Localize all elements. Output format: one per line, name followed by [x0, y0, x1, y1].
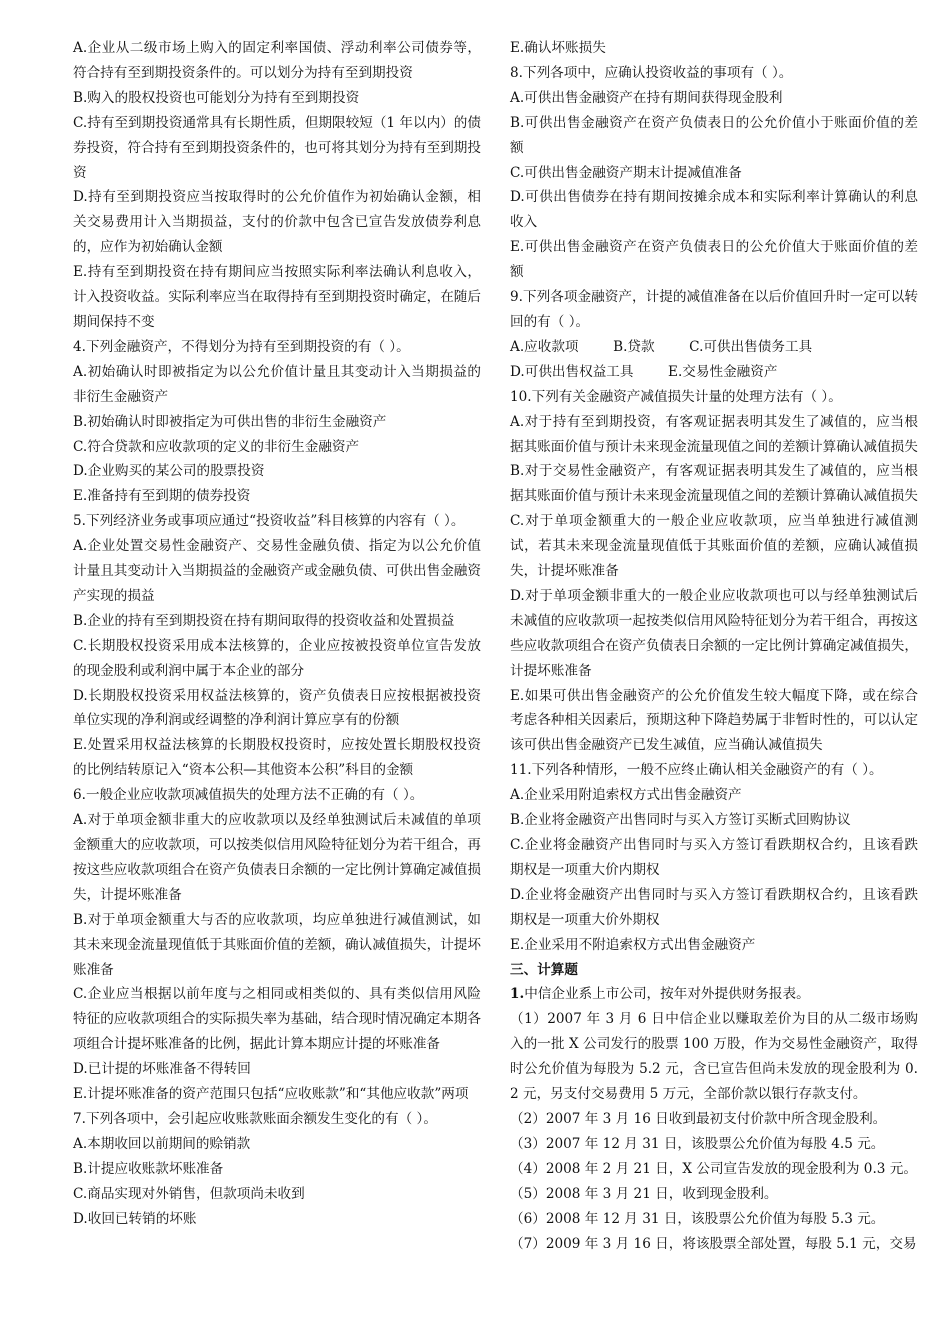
- paragraph: （7）2009 年 3 月 16 日，将该股票全部处置，每股 5.1 元，交易: [510, 1235, 917, 1252]
- question-9-options-row-1: A.应收款项 B.贷款 C.可供出售债务工具: [510, 338, 813, 355]
- paragraph: C.企业应当根据以前年度与之相同或相类似的、具有类似信用风险特征的应收款项组合的实际损失率为基础，结合现时情况确定本期各项组合计提坏账准备的比例，据此计算本期应计提的坏账准备: [73, 986, 481, 1053]
- paragraph: C.可供出售金融资产期末计提减值准备: [510, 164, 742, 181]
- paragraph: D.企业将金融资产出售同时与买入方签订看跌期权合约，且该看跌期权是一项重大价外期权: [510, 886, 918, 928]
- paragraph: A.可供出售金融资产在持有期间获得现金股利: [510, 89, 783, 106]
- paragraph: D.企业购买的某公司的股票投资: [73, 463, 265, 480]
- question-9-options-row-2: D.可供出售权益工具 E.交易性金融资产: [510, 363, 778, 380]
- paragraph: （1）2007 年 3 月 6 日中信企业以赚取差价为目的从二级市场购入的一批 X 公司发行的股票 100 万股，作为交易性金融资产，取得时公允价值为每股为 5.2 元，含已宣告但尚未发放的现金股利为 0.2 元，另支付交易费用 5 万元，全部价款以银行存款支付。: [510, 1011, 918, 1103]
- paragraph: E.企业采用不附追索权方式出售金融资产: [510, 936, 756, 953]
- left-column: [73, 36, 481, 1232]
- paragraph: B.企业将金融资产出售同时与买入方签订买断式回购协议: [510, 812, 851, 829]
- paragraph: C.符合贷款和应收款项的定义的非衍生金融资产: [73, 438, 360, 455]
- paragraph: A.初始确认时即被指定为以公允价值计量且其变动计入当期损益的非衍生金融资产: [73, 363, 481, 405]
- paragraph: A.企业从二级市场上购入的固定利率国债、浮动利率公司债券等，符合持有至到期投资条件的。可以划分为持有至到期投资: [73, 40, 481, 81]
- paragraph: （6）2008 年 12 月 31 日，该股票公允价值为每股 5.3 元。: [510, 1210, 885, 1227]
- paragraph: C.商品实现对外销售，但款项尚未收到: [73, 1185, 305, 1202]
- paragraph: B.可供出售金融资产在资产负债表日的公允价值小于账面价值的差额: [510, 114, 918, 156]
- paragraph: B.对于单项金额重大与否的应收款项，均应单独进行减值测试，如其未来现金流量现值低于其账面价值的差额，确认减值损失，计提坏账准备: [73, 911, 481, 978]
- question-8: 8.下列各项中，应确认投资收益的事项有（ ）。: [510, 64, 793, 81]
- paragraph: A.对于持有至到期投资，有客观证据表明其发生了减值的，应当根据其账面价值与预计未来现金流量现值之间的差额计算确认减值损失: [510, 413, 918, 455]
- paragraph: D.收回已转销的坏账: [73, 1210, 197, 1227]
- question-10: 10.下列有关金融资产减值损失计量的处理方法有（ ）。: [510, 388, 842, 405]
- question-6: 6.一般企业应收款项减值损失的处理方法不正确的有（ ）。: [73, 787, 424, 804]
- paragraph: B.企业的持有至到期投资在持有期间取得的投资收益和处置损益: [73, 612, 455, 629]
- paragraph: A.企业采用附追索权方式出售金融资产: [510, 787, 742, 804]
- paragraph: E.确认坏账损失: [510, 40, 606, 56]
- question-7: 7.下列各项中，会引起应收账款账面余额发生变化的有（ ）。: [73, 1110, 437, 1127]
- paragraph: （5）2008 年 3 月 21 日，收到现金股利。: [510, 1185, 778, 1202]
- paragraph: B.购入的股权投资也可能划分为持有至到期投资: [73, 89, 360, 106]
- paragraph: E.计提坏账准备的资产范围只包括“应收账款”和“其他应收款”两项: [73, 1086, 469, 1103]
- paragraph: C.对于单项金额重大的一般企业应收款项，应当单独进行减值测试，若其未来现金流量现值低于其账面价值的差额，应确认减值损失，计提坏账准备: [510, 513, 918, 580]
- paragraph: B.对于交易性金融资产，有客观证据表明其发生了减值的，应当根据其账面价值与预计未来现金流量现值之间的差额计算确认减值损失: [510, 463, 918, 505]
- paragraph: E.准备持有至到期的债券投资: [73, 488, 251, 505]
- paragraph: C.企业将金融资产出售同时与买入方签订看跌期权合约，且该看跌期权是一项重大价内期权: [510, 837, 918, 878]
- paragraph: B.计提应收账款坏账准备: [73, 1160, 224, 1177]
- paragraph: D.已计提的坏账准备不得转回: [73, 1061, 251, 1078]
- calc-question-number: 1.: [510, 986, 525, 1003]
- paragraph: D.可供出售债券在持有期间按摊余成本和实际利率计算确认的利息收入: [510, 189, 918, 231]
- paragraph: E.持有至到期投资在持有期间应当按照实际利率法确认利息收入，计入投资收益。实际利率应当在取得持有至到期投资时确定，在随后期间保持不变: [73, 264, 481, 330]
- paragraph: E.可供出售金融资产在资产负债表日的公允价值大于账面价值的差额: [510, 239, 918, 281]
- section-heading: 三、计算题: [510, 961, 578, 978]
- paragraph: A.对于单项金额非重大的应收款项以及经单独测试后未减值的单项金额重大的应收款项，可以按类似信用风险特征划分为若干组合，再按这些应收款项组合在资产负债表日余额的一定比例计算确定减值损失，计提坏账准备: [73, 812, 481, 903]
- paragraph: D.持有至到期投资应当按取得时的公允价值作为初始确认金额，相关交易费用计入当期损益，支付的价款中包含已宣告发放债券利息的，应作为初始确认金额: [73, 189, 481, 256]
- paragraph: （4）2008 年 2 月 21 日，X 公司宣告发放的现金股利为 0.3 元。: [510, 1160, 917, 1177]
- paragraph: A.本期收回以前期间的赊销款: [73, 1135, 251, 1152]
- paragraph: E.如果可供出售金融资产的公允价值发生较大幅度下降，或在综合考虑各种相关因素后，预期这种下降趋势属于非暂时性的，可以认定该可供出售金融资产已发生减值，应当确认减值损失: [510, 687, 918, 754]
- question-5: 5.下列经济业务或事项应通过“投资收益”科目核算的内容有（ ）。: [73, 513, 465, 530]
- question-11: 11.下列各种情形，一般不应终止确认相关金融资产的有（ ）。: [510, 762, 883, 779]
- right-column: [510, 36, 918, 1256]
- calc-question-text: 中信企业系上市公司，按年对外提供财务报表。: [524, 986, 810, 1003]
- paragraph: D.对于单项金额非重大的一般企业应收款项也可以与经单独测试后未减值的应收款项一起按类似信用风险特征划分为若干组合，再按这些应收款项组合在资产负债表日余额的一定比例计算确定减值损失，计提坏账准备: [510, 587, 918, 679]
- paragraph: A.企业处置交易性金融资产、交易性金融负债、指定为以公允价值计量且其变动计入当期损益的金融资产或金融负债、可供出售金融资产实现的损益: [73, 538, 481, 604]
- paragraph: （3）2007 年 12 月 31 日，该股票公允价值为每股 4.5 元。: [510, 1135, 885, 1152]
- paragraph: B.初始确认时即被指定为可供出售的非衍生金融资产: [73, 413, 387, 430]
- paragraph: （2）2007 年 3 月 16 日收到最初支付价款中所含现金股利。: [510, 1110, 887, 1127]
- paragraph: C.持有至到期投资通常具有长期性质，但期限较短（1 年以内）的债券投资，符合持有至到期投资条件的，也可将其划分为持有至到期投资: [73, 114, 481, 181]
- calc-question-1: [510, 982, 918, 1007]
- question-9: 9.下列各项金融资产，计提的减值准备在以后价值回升时一定可以转回的有（ ）。: [510, 289, 918, 330]
- paragraph: E.处置采用权益法核算的长期股权投资时，应按处置长期股权投资的比例结转原记入“资本公积—其他资本公积”科目的金额: [73, 737, 481, 779]
- question-4: 4.下列金融资产，不得划分为持有至到期投资的有（ ）。: [73, 338, 410, 355]
- paragraph: C.长期股权投资采用成本法核算的，企业应按被投资单位宣告发放的现金股利或利润中属于本企业的部分: [73, 637, 481, 679]
- paragraph: D.长期股权投资采用权益法核算的，资产负债表日应按根据被投资单位实现的净利润或经调整的净利润计算应享有的份额: [73, 687, 481, 729]
